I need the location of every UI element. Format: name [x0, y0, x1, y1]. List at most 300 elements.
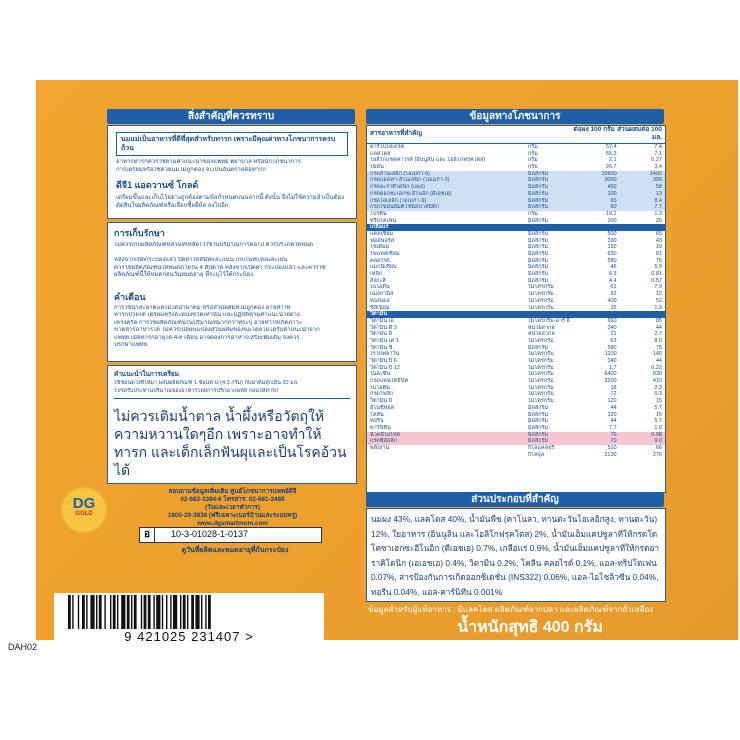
nutrient-unit: กรัม	[527, 210, 538, 217]
important-line: การเตรียมหรือใช้ด้วยนมไม่ถูกต้อง จะเป็นอันตรายต่อทารก	[116, 166, 266, 173]
nutrient-unit: มิลลิกรัม	[527, 418, 549, 425]
nutrient-per100ml: 0.81	[651, 271, 662, 278]
nutrition-head-row	[367, 126, 665, 144]
nutrient-name: ซีลีเนียม	[370, 304, 390, 311]
nutrient-name: วิตามิน ซี	[370, 344, 393, 351]
barcode-bars	[64, 595, 314, 631]
nutrient-unit: ไมโครกรัม	[527, 304, 554, 311]
nutrient-unit: มิลลิกรัม	[527, 190, 549, 197]
nutrient-per100ml	[617, 311, 665, 318]
warning-line: เคร่งครัด การใช้ผลิตภัณฑ์นี้ในปริมาณที่มากกว่าที่ระบุ อาจทำให้เกิดภาวะ	[114, 319, 303, 326]
ingredients-text: นมผง 43%, แลคโตส 40%, น้ำมันพืช (คาโนลา, ทานตะวันโอเลอิกสูง, ทานตะวัน) 12%, ใยอาหาร (อินนูลิน และโอลิโกฟรุคโตส) 2%, น้ำมันเอ็มแคปซูลาที่ให้กรดโดโคซาเฮกซะอีโนอิก (ดีเอชเอ) 0.7%, เกลือแร่ 0.6%, น้ำมันเอ็มแคปซูลาที่ให้กรดอาราคิโดนิก (เอเอชเอ) 0.4%, วิตามิน 0.2%, โคลีน คลอไรด์ 0.1%, แอล-ทริปโตเฟน 0.07%, สารป้องกันการเกิดออกซิเดชั่น (INS322) 0.06%, แอล-ไอโซลิวซีน 0.04%, ทอรีน 0.04%, แอล-คาร์นิทีน 0.001%	[371, 514, 660, 597]
nutrition-row	[367, 425, 665, 432]
nutrient-per100ml: 7.4	[654, 144, 662, 150]
barcode-bar	[99, 595, 102, 629]
contact-block	[110, 488, 355, 528]
nutrient-per100g: 3000	[604, 177, 617, 184]
nutrient-unit: มิลลิกรัม	[527, 170, 549, 177]
side-code: DAH02	[8, 642, 38, 652]
contact-line: (วันและเวลาทำการ)	[205, 504, 260, 511]
barcode-bar	[96, 595, 97, 629]
nutrient-per100g: 4.4	[608, 277, 617, 284]
barcode-bar	[78, 595, 79, 629]
barcode-bar	[148, 595, 151, 629]
nutrient-unit: มิลลิกรัม	[527, 237, 549, 244]
barcode-bar	[205, 595, 206, 629]
nutrient-per100g	[581, 311, 617, 318]
nutrient-name: ไอโอดีน	[370, 284, 390, 291]
nutrient-name: เกลือแร่	[370, 224, 389, 231]
nutrient-per100g: 580	[607, 257, 617, 264]
col-nutrient: สารอาหารที่สำคัญ	[370, 130, 422, 137]
barcode-bar	[127, 595, 130, 629]
col-per100ml: ส่วนผสมต่อ 100 มล.	[617, 126, 662, 141]
ingredients-header: ส่วนประกอบที่สำคัญ	[366, 492, 664, 507]
nutrient-name: วิตามิน ดี 3	[370, 324, 397, 331]
nutrition-row	[367, 385, 665, 392]
nutrition-table	[366, 125, 666, 493]
product-name: ดีจี1 แอดวานซ์ โกลด์	[116, 180, 199, 190]
nutrient-per100ml: 65	[655, 230, 662, 237]
nutrition-row	[367, 264, 665, 271]
nutrition-row	[367, 405, 665, 412]
nutrition-row	[367, 271, 665, 278]
nutrient-per100g: 76	[610, 431, 617, 438]
nutrition-row	[367, 211, 665, 218]
nutrient-per100ml: 5.7	[654, 418, 662, 425]
nutrient-per100ml: 75	[655, 257, 662, 264]
dg-logo-text: DG	[72, 495, 96, 512]
nutrient-per100g: 15	[610, 304, 617, 311]
barcode-bar	[173, 595, 177, 629]
nutrient-per100g: 44	[610, 404, 617, 411]
nutrient-per100ml: 7.7	[654, 204, 662, 211]
nutrient-name: กรดแพนโทธินิค	[370, 378, 409, 385]
nutrient-per100ml: 58	[655, 184, 662, 191]
nutrition-row	[367, 144, 665, 151]
nutrient-per100g: 340	[607, 324, 617, 331]
nutrient-name: ไขมัน	[370, 164, 384, 171]
nutrient-unit: กิโลจูล	[527, 451, 545, 458]
nutrient-unit: กรัม	[527, 157, 538, 164]
nutrient-per100g: 150	[607, 244, 617, 251]
prep-box	[107, 365, 357, 484]
nutrient-unit: ไมโครกรัม	[527, 337, 554, 344]
nutrient-per100ml: 15	[655, 398, 662, 405]
warning-line: ขาดสารอาหารได้ ไม่ควรเปลี่ยนแปลงส่วนผสมของนมโดยไม่ได้รับคำแนะนำจาก	[114, 327, 320, 333]
nutrient-per100g: 6.3	[608, 271, 617, 278]
nutrient-unit: ไมโครกรัม	[527, 384, 554, 391]
nutrient-unit	[528, 311, 581, 318]
barcode-bar	[90, 595, 94, 629]
nutrient-per100ml: 12	[655, 291, 662, 298]
nutrient-name: กรดแอลฟา-ลิโนเลนิก (โอเมก้า-3)	[370, 177, 450, 184]
barcode-number: 9 421025 231407 >	[124, 629, 254, 644]
nutrient-unit: กรัม	[527, 144, 538, 150]
nutrition-row	[367, 238, 665, 245]
nutrient-unit: กิโลแคลอรี	[527, 444, 555, 451]
nutrient-unit: มิลลิกรัม	[527, 217, 549, 224]
nutrient-per100ml: 8.4	[654, 197, 662, 204]
date-note: ดูวันที่ผลิตและหมดอายุที่ก้นกระป๋อง	[181, 547, 289, 554]
nutrition-row	[367, 438, 665, 445]
nutrient-per100g: 3200	[604, 378, 617, 385]
warning-line: การใช้น้ำสะอาดแต่ไม่ได้นำมาต้ม หรือส่วนผสมที่ไม่ถูกต้อง อาจทำให้	[114, 304, 291, 311]
barcode-bar	[180, 595, 181, 629]
nutrient-name: เหล็ก	[370, 271, 383, 278]
nutrient-name: แลคโตส	[370, 150, 391, 157]
nutrient-per100g: 10600	[601, 170, 617, 177]
nutrient-per100g: 120	[607, 411, 617, 418]
nutrient-name: โซเดียม	[370, 244, 389, 251]
nutrition-row	[367, 258, 665, 265]
nutrient-per100g: 44	[610, 418, 617, 425]
allergen-note: ข้อมูลสำหรับผู้แพ้อาหาร : มีแลคโตส ผลิตภัณฑ์จากปลา และผลิตภัณฑ์จากถั่วเหลือง	[368, 605, 654, 614]
nutrient-per100ml: 66	[655, 444, 662, 451]
barcode-bar	[68, 595, 71, 629]
nutrient-per100ml: 52	[655, 297, 662, 304]
nutrient-unit: มิลลิกรัม	[527, 204, 549, 211]
nutrition-row	[367, 157, 665, 164]
nutrition-row	[367, 378, 665, 385]
fda-number: 10-3-01028-1-0137	[171, 529, 249, 539]
nutrient-per100ml: 3.4	[654, 164, 662, 171]
nutrient-name: คาร์โบไฮเดรต	[370, 144, 405, 150]
important-line: อาหารทารกควรใช้ตามคำแนะนำของแพทย์ พยาบาล หรือนักโภชนาการ	[116, 159, 301, 165]
nutrient-per100g: 55.3	[605, 150, 617, 157]
nutrition-row	[367, 398, 665, 405]
nutrient-per100ml: 0.98	[651, 431, 662, 438]
nutrient-name: กรดอะราคิโดนิก (เอเอ)	[370, 184, 426, 191]
nutrient-name: นิวคลีโอไทด์	[370, 431, 401, 438]
nutrient-unit: ไมโครกรัม	[527, 398, 554, 405]
nutrition-row	[367, 338, 665, 345]
barcode-bar	[141, 595, 142, 629]
contact-line: สอบถามข้อมูลเพิ่มเติม ศูนย์โภชนาการแพทย์ดีจี	[168, 488, 297, 495]
storage-line: หลังจากเปิดกระป๋องแล้ว ปิดฝาให้สนิทและแน่น เก็บในที่แห้งและเย็น	[114, 257, 288, 263]
storage-box	[107, 222, 357, 362]
nutrient-per100ml: 44	[655, 358, 662, 364]
warning-line: ทารกป่วยได้ เตรียมครั้งละหนึ่งขวดเท่านั้น และปฏิบัติตามคำแนะนำอย่าง	[114, 312, 300, 318]
nutrition-row	[367, 191, 665, 198]
nutrient-unit: มิลลิกรัม	[527, 251, 549, 257]
nutrient-name: ไนอะซิน	[370, 371, 391, 378]
nutrition-row	[367, 432, 665, 439]
barcode-bar	[131, 595, 132, 629]
nutrition-row	[367, 452, 665, 459]
nutrient-per100ml: 1.9	[654, 304, 662, 311]
nutrient-per100g: 46	[610, 264, 617, 271]
barcode-bar	[166, 595, 167, 629]
nutrient-per100g: 660	[607, 317, 617, 324]
nutrient-unit: ไมโครกรัม	[527, 364, 554, 371]
nutrient-per100ml: 1.0	[654, 424, 662, 431]
nutrient-per100ml: 2.3	[654, 384, 662, 391]
nutrient-name: โอลิโกแซคคาไรด์ (อินนูลิน และ โอลิโกฟรุคโตส)	[370, 157, 486, 164]
nutrient-name: แมงกานีส	[370, 291, 394, 298]
nutrient-per100g: 400	[607, 297, 617, 304]
sugar-warning: ไม่ควรเติมน้ำตาล น้ำผึ้งหรือวัตถุให้ความหวานใดๆอีก เพราะอาจทำให้ทารก และเด็กเล็กฟันผุและเป็นโรคอ้วนได้	[114, 408, 347, 478]
nutrition-row	[367, 198, 665, 205]
nutrient-per100ml: 44	[655, 324, 662, 331]
nutrition-row	[367, 284, 665, 291]
nutrient-per100ml: 830	[652, 371, 662, 378]
nutrition-row	[367, 305, 665, 312]
nutrient-per100ml: 390	[652, 177, 662, 184]
nutrient-unit: หน่วยสากล	[527, 324, 555, 331]
nutrient-per100ml: 43	[655, 237, 662, 244]
barcode-bar	[72, 595, 73, 629]
dg-logo	[60, 486, 108, 534]
fda-box	[143, 527, 322, 543]
nutrient-per100ml: 15	[655, 411, 662, 418]
barcode-bar	[104, 595, 105, 629]
nutrient-unit: มิลลิกรัม	[527, 230, 549, 237]
barcode-bar	[170, 595, 171, 629]
nutrient-per100g: 10.1	[605, 210, 617, 217]
nutrient-per100g: 21	[610, 331, 617, 338]
nutrient-unit: มิลลิกรัม	[527, 404, 549, 411]
nutrient-per100g: 72	[610, 391, 617, 398]
nutrient-unit: มิลลิกรัม	[527, 344, 549, 351]
nutrient-per100g: 1.7	[608, 364, 617, 371]
nutrition-row	[367, 151, 665, 158]
nutrient-name: กรดดอกซะเฮกซะอีโนอิก (ดีเอชเอ)	[370, 190, 452, 197]
nutrient-per100ml: 26	[655, 217, 662, 224]
nutrition-row	[367, 291, 665, 298]
nutrient-per100g: 450	[607, 184, 617, 191]
nutrient-unit: หน่วยสากล	[527, 331, 555, 338]
nutrient-per100ml: 0.22	[651, 364, 662, 371]
nutrient-name: แคลเซียม	[370, 230, 394, 237]
nutrient-name: วิตามิน บี 12	[370, 364, 400, 371]
nutrient-name: อิโนซิทอล	[370, 404, 395, 411]
nutrient-per100ml: 85	[655, 317, 662, 324]
nutrient-unit: มิลลิกรัม	[527, 277, 549, 284]
nutrient-unit: กรัม	[527, 150, 538, 157]
nutrient-per100g: 580	[607, 344, 617, 351]
barcode-bar	[86, 595, 87, 629]
nutrition-row	[367, 371, 665, 378]
product-desc: เตรียมขึ้นและเก็บไว้อย่างถูกต้องตามข้อกำหนดบนฉลากนี้ ดังนั้น จึงไม่ใช้ความจำเป็นต้องตัดสินใจผลิตภัณฑ์หรือเลือกซื้อยี่ห้อ ลงไปอีก	[116, 195, 345, 209]
nutrition-row	[367, 251, 665, 258]
nutrient-per100g: 2130	[604, 451, 617, 458]
nutrient-per100g: 100	[607, 190, 617, 197]
barcode-bar	[82, 595, 85, 629]
nutrient-per100g: 510	[607, 444, 617, 451]
nutrient-unit: กรัม	[527, 164, 538, 171]
warning-line: ปรึกษาแพทย์	[114, 342, 148, 348]
nutrient-name: คาร์นิทีน	[370, 424, 391, 431]
nutrient-per100ml: 19	[655, 244, 662, 251]
nutrient-unit: ไมโครกรัม	[527, 351, 554, 358]
nutrient-per100ml: 81	[655, 251, 662, 257]
nutrient-name: กรดไขมันอิ่มตัวชนิดปาล์มิติก	[370, 204, 439, 211]
nutrient-per100ml: 140	[652, 351, 662, 358]
nutrient-unit: มิลลิกรัม	[527, 424, 549, 431]
nutrient-per100ml: 1400	[649, 170, 662, 177]
barcode-bar	[183, 595, 186, 629]
nutrition-row	[367, 231, 665, 238]
nutrient-per100ml: 0.27	[651, 157, 662, 164]
nutrient-per100ml: 13	[655, 190, 662, 197]
barcode-bar	[144, 595, 147, 629]
nutrient-name: ฟอสฟอรัส	[370, 237, 395, 244]
nutrient-per100ml: 2.7	[654, 331, 662, 338]
nutrient-name: กรดโอเลอิก (โอเมก้า-9)	[370, 197, 427, 204]
nutrient-name: โปรตีน	[370, 210, 387, 217]
prep-line: โปรดรับประทานปริมาณของอาหารโดยการปรึกษาแพทย์ ก่อนให้ทารก	[114, 387, 279, 394]
nutrition-row	[367, 358, 665, 365]
nutrient-unit: มิลลิกรัม	[527, 177, 549, 184]
nutrition-row	[367, 412, 665, 419]
nutrient-name: วิตามิน บี 6	[370, 358, 397, 364]
nutrient-per100ml: 5.9	[654, 264, 662, 271]
nutrition-row	[367, 164, 665, 171]
nutrition-row	[367, 278, 665, 285]
nutrient-per100ml: 7.1	[654, 150, 662, 157]
barcode-bar	[162, 595, 163, 629]
nutrient-unit: มิลลิกรัม	[527, 184, 549, 191]
nutrition-header: ข้อมูลทางโภชนาการ	[366, 109, 664, 124]
nutrient-name: ทองแดง	[370, 297, 390, 304]
warning-title: คำเตือน	[114, 291, 146, 302]
barcode-bar	[121, 595, 125, 629]
nutrient-unit: ไมโครกรัม	[527, 291, 554, 298]
col-per100g: ต่อผง 100 กรัม	[573, 126, 615, 133]
nutrient-unit: มิลลิกรัม	[527, 244, 549, 251]
contact-phone: 02-683-3394-6 โทรสาร: 02-681-2488	[180, 496, 285, 503]
nutrient-unit: ไมโครกรัม	[527, 371, 554, 378]
nutrient-name: ไรโบฟลาวิน	[370, 351, 400, 358]
nutrient-per100ml	[617, 224, 665, 231]
ingredients-box	[366, 508, 666, 602]
nutrient-unit: มิลลิกรัม	[527, 264, 549, 271]
nutrient-per100g: 1100	[604, 351, 617, 358]
nutrition-row	[367, 244, 665, 251]
nutrition-row	[367, 177, 665, 184]
nutrient-name: ไบโอติน	[370, 384, 390, 391]
nutrient-name: ทอรีน	[370, 418, 384, 425]
nutrient-unit: มิลลิกรัม	[527, 411, 549, 418]
nutrient-per100g: 61	[610, 284, 617, 291]
nutrient-per100g: 57.4	[605, 144, 617, 150]
nutrient-per100g: 340	[607, 358, 617, 364]
nutrient-per100g: 6400	[604, 371, 617, 378]
barcode-bar	[113, 595, 116, 629]
nutrient-per100g: 63	[610, 337, 617, 344]
nutrition-row	[367, 318, 665, 325]
nutrition-row	[367, 331, 665, 338]
nutrition-row	[367, 171, 665, 178]
important-box	[107, 125, 357, 219]
nutrition-row	[367, 365, 665, 372]
nutrient-name: วิตามิน	[370, 311, 388, 318]
barcode-bar	[187, 595, 188, 629]
contact-website[interactable]: www.dgsmartmom.com	[197, 520, 268, 527]
nutrient-per100g: 200	[607, 217, 617, 224]
dg-logo-sub: GOLD	[75, 511, 93, 517]
nutrient-name: โพแทสเซียม	[370, 251, 400, 257]
nutrition-rows	[367, 144, 665, 458]
nutrient-unit: ไมโครกรัม	[527, 378, 554, 385]
nutrient-unit	[528, 224, 581, 231]
nutrient-per100g: 7.7	[608, 424, 617, 431]
storage-title: การเก็บรักษา	[114, 228, 165, 238]
fda-logo-icon: อ	[139, 527, 155, 543]
warning-line: แพทย์ เมื่อทารกอายุได้ 4-6 เดือน อาจต้องการอาหารเสริมเพิ่มเติม จึงควร	[114, 334, 300, 341]
storage-line: ควรใช้ผลิตภัณฑ์นี้ให้หมดภายใน 4 สัปดาห์ หลังจากเปิดฝา กระป๋องแล้ว และควรใช้ผลิตภัณฑ์นี้ให้หมดก่อนวันหมดอายุ ที่ระบุไว้ใต้กระป๋อง	[114, 264, 326, 278]
contact-hotline: 1800-29-3838 (ฟรีเฉพาะเบอร์บ้านและระบบทรู)	[167, 512, 298, 519]
nutrient-name: วิตามิน บี	[370, 398, 393, 405]
nutrient-name: โคลีน	[370, 411, 384, 418]
nutrient-per100ml: 1.3	[654, 210, 662, 217]
nutrition-row	[367, 418, 665, 425]
nutrient-per100g: 630	[607, 251, 617, 257]
nutrient-unit: มิลลิกรัม	[527, 438, 549, 445]
nutrient-per100ml: 9.0	[654, 438, 662, 445]
nutrient-name: กรดซีอัลลิก	[370, 438, 397, 445]
nutrition-row	[367, 325, 665, 332]
nutrient-unit: ไมโครกรัม	[527, 297, 554, 304]
nutrient-per100ml: 0.57	[651, 277, 662, 284]
nutrition-row	[367, 345, 665, 352]
nutrient-per100ml: 75	[655, 344, 662, 351]
barcode-bar	[195, 595, 199, 629]
nutrient-name: ทริปโตเฟน	[370, 217, 397, 224]
nutrient-unit: ไมโครกรัม	[527, 358, 554, 364]
nutrient-per100ml: 410	[652, 378, 662, 385]
nutrient-per100ml: 5.7	[654, 404, 662, 411]
nutrient-name: กรดโฟลิก	[370, 391, 394, 398]
nutrient-name: วิตามิน อี	[370, 331, 392, 338]
prep-line: ใช้ช้อนตวงที่ให้มา ผสมผลิตภัณฑ์ 1 ช้อนตวง (4.3 กรัม) กับน้ำต้มสุกเย็น 30 มล.	[114, 380, 299, 386]
barcode-bar	[117, 595, 118, 629]
important-header: สิ่งสำคัญที่ควรทราบ	[107, 109, 355, 124]
barcode-bar	[156, 595, 160, 629]
nutrient-unit: มิลลิกรัม	[527, 197, 549, 204]
nutrient-per100ml: 276	[652, 451, 662, 458]
nutrient-per100g: 65	[610, 197, 617, 204]
prep-title: คำแนะนำในการเตรียม	[114, 371, 179, 378]
net-weight: น้ำหนักสุทธิ 400 กรัม	[457, 619, 603, 636]
nutrition-row	[367, 218, 665, 225]
nutrient-name: แมกนีเซียม	[370, 264, 397, 271]
barcode	[54, 593, 324, 645]
barcode-bar	[208, 595, 211, 629]
nutrient-per100g: 60	[610, 204, 617, 211]
nutrition-row	[367, 184, 665, 191]
barcode-bar	[134, 595, 137, 629]
nutrient-per100g: 92	[610, 291, 617, 298]
nutrition-row	[367, 445, 665, 452]
nutrient-per100g: 2.1	[608, 157, 617, 164]
nutrition-row	[367, 298, 665, 305]
nutrient-per100g: 330	[607, 237, 617, 244]
nutrient-name: พลังงาน	[370, 444, 390, 451]
nutrient-per100g: 18	[610, 384, 617, 391]
nutrition-section-row	[367, 224, 665, 231]
nutrient-per100g: 500	[607, 230, 617, 237]
nutrient-per100g: 120	[607, 398, 617, 405]
nutrient-unit: มิลลิกรัม	[527, 271, 549, 278]
nutrient-per100g: 26.7	[605, 164, 617, 171]
barcode-bar	[201, 595, 202, 629]
nutrient-per100ml: 8.0	[654, 337, 662, 344]
nutrient-unit: ไมโครกรัม	[527, 391, 554, 398]
nutrition-row	[367, 351, 665, 358]
barcode-bar	[110, 595, 111, 629]
